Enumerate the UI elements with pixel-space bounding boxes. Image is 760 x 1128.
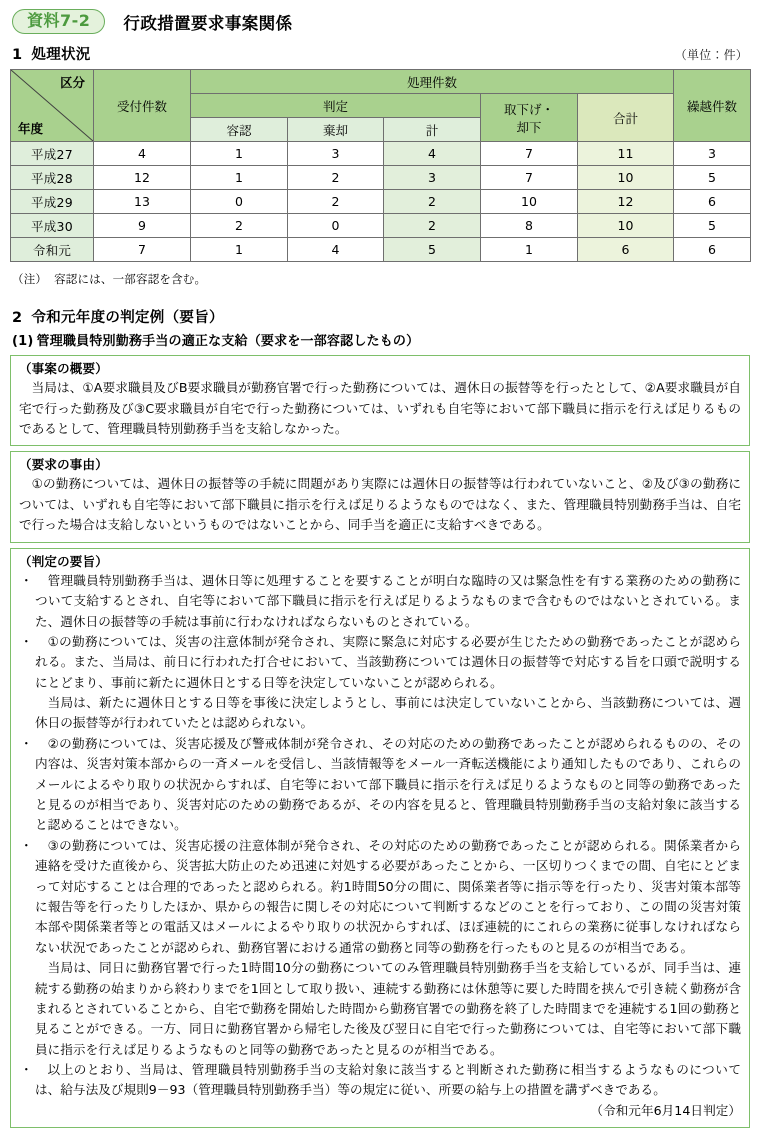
section2-number: 2 — [12, 310, 23, 326]
col-header-processed: 処理件数 — [191, 70, 674, 94]
cell-received: 12 — [94, 166, 191, 190]
cell-withdrawn: 10 — [481, 190, 578, 214]
cell-total: 10 — [578, 214, 674, 238]
col-header-approved: 容認 — [191, 118, 288, 142]
cell-withdrawn: 7 — [481, 166, 578, 190]
box-case-overview — [10, 355, 750, 446]
cell-rejected: 0 — [288, 214, 384, 238]
cell-rejected: 2 — [288, 166, 384, 190]
cell-subtotal: 3 — [384, 166, 481, 190]
bullet-dot-icon: ・ — [20, 1062, 33, 1078]
cell-year: 平成27 — [11, 142, 94, 166]
footnote-text: 容認には、一部容認を含む。 — [54, 272, 207, 286]
cell-year: 平成28 — [11, 166, 94, 190]
list-item — [19, 1060, 741, 1101]
cell-subtotal: 4 — [384, 142, 481, 166]
list-item — [19, 836, 741, 1060]
judgment-paragraph: 当局は、新たに週休日とする日等を事後に決定しようとし、事前には決定していないことから、当該勤務については、週休日の振替等が行われていたとは認められない。 — [35, 695, 741, 731]
col-header-total: 合計 — [578, 94, 674, 142]
cell-received: 7 — [94, 238, 191, 262]
judgment-bullet-list — [19, 571, 741, 1101]
section1-heading — [12, 43, 91, 64]
judgment-paragraph: ②の勤務については、災害応援及び警戒体制が発令され、その対応のための勤務であったことが認められるものの、その内容は、災害対策本部からの一斉メールを受信し、当該情報等をメール一斉転送機能により通知したものであり、これらのメールによるやり取りの状況からすれば、自宅等において部下職員に指示を行えば足りるようなものと同等の勤務であったと見るのが相当であり、災害対応のための勤務であるが、その内容を見ると、管理職員特別勤務手当の支給対象に該当すると認めることはできない。 — [35, 735, 741, 833]
cell-year: 平成30 — [11, 214, 94, 238]
page-title: 行政措置要求事案関係 — [123, 13, 293, 33]
cell-subtotal: 5 — [384, 238, 481, 262]
list-item — [19, 734, 741, 836]
judgment-paragraph: ①の勤務については、災害の注意体制が発令され、実際に緊急に対応する必要が生じたための勤務であったことが認められる。また、当局は、前日に行われた打合せにおいて、当該勤務については週休日の振替等で対応する旨を口頭で説明するにとどまり、事前に新たに週休日とする日等を決定していないことが認められる。 — [35, 633, 741, 690]
col-header-withdrawn — [481, 94, 578, 142]
case-boxes — [0, 349, 760, 1128]
box-judgment-summary — [10, 548, 750, 1128]
cell-subtotal: 2 — [384, 214, 481, 238]
box-judgment-title: （判定の要旨） — [19, 553, 108, 569]
cell-received: 13 — [94, 190, 191, 214]
table-body — [11, 142, 751, 262]
cell-received: 9 — [94, 214, 191, 238]
list-item — [19, 632, 741, 734]
table-row — [11, 142, 751, 166]
cell-withdrawn: 8 — [481, 214, 578, 238]
cell-total: 10 — [578, 166, 674, 190]
col-header-received: 受付件数 — [94, 70, 191, 142]
section1-heading-row — [0, 34, 760, 64]
judgment-paragraph: 以上のとおり、当局は、管理職員特別勤務手当の支給対象に該当すると判断された勤務に相当するようなものについては、給与法及び規則9－93（管理職員特別勤務手当）等の規定に従い、所要の給与上の措置を講ずべきである。 — [35, 1062, 741, 1098]
judgment-paragraph: ③の勤務については、災害応援の注意体制が発令され、その対応のための勤務であったことが認められる。関係業者から連絡を受けた直後から、災害拡大防止のため迅速に対処する必要があったことから、一区切りつくまでの間、自宅にとどまって対応することは合理的であったと認められる。約1時間50分の間に、関係業者等に指示等を行ったり、災害対策本部等に報告等を行ったりしたほか、県からの報告に関しその対応について判断するなどのことを行っており、この間の災害対策本部や関係業者等との電話又はメールによるやり取りの状況からすれば、ほぼ連続的にこれらの業務に従事しなければならない状況であったことが認められ、勤務官署における通常の勤務と同等の勤務を行ったものと見るのが相当である。 — [35, 837, 741, 955]
list-item — [19, 571, 741, 632]
table-row — [11, 214, 751, 238]
bullet-dot-icon: ・ — [20, 572, 33, 588]
section2-heading — [12, 306, 748, 327]
cell-total: 11 — [578, 142, 674, 166]
cell-subtotal: 2 — [384, 190, 481, 214]
table-header-row-1 — [11, 70, 751, 94]
cell-year: 平成29 — [11, 190, 94, 214]
cell-year: 令和元 — [11, 238, 94, 262]
unit-note: （単位：件） — [674, 48, 748, 62]
table-footnote — [0, 262, 760, 287]
col-header-judgment: 判定 — [191, 94, 481, 118]
col-header-carryover: 繰越件数 — [674, 70, 751, 142]
cell-approved: 1 — [191, 166, 288, 190]
table-row — [11, 166, 751, 190]
section2-item-heading — [12, 330, 748, 349]
judgment-signoff: （令和元年6月14日判定） — [590, 1102, 741, 1118]
section1-title: 処理状況 — [31, 47, 91, 63]
section2-heading-block — [0, 287, 760, 349]
section2-item-title: 管理職員特別勤務手当の適正な支給（要求を一部容認したもの） — [36, 334, 420, 349]
cell-received: 4 — [94, 142, 191, 166]
col-header-withdrawn-line2: 却下 — [516, 119, 542, 135]
resource-badge: 資料7-2 — [12, 9, 105, 34]
cell-total: 12 — [578, 190, 674, 214]
col-header-subtotal: 計 — [384, 118, 481, 142]
cell-approved: 2 — [191, 214, 288, 238]
cell-rejected: 2 — [288, 190, 384, 214]
cell-approved: 1 — [191, 238, 288, 262]
table-row — [11, 238, 751, 262]
box-request-reason — [10, 451, 750, 542]
box-overview-body: 当局は、①A要求職員及びB要求職員が勤務官署で行った勤務については、週休日の振替等を行ったとして、②A要求職員が自宅で行った勤務及び③C要求職員が自宅で行った勤務については、いずれも自宅等において部下職員に指示を行えば足りるものであるとして、管理職員特別勤務手当を支給しなかった。 — [19, 380, 741, 436]
table-head — [11, 70, 751, 142]
col-header-rejected: 棄却 — [288, 118, 384, 142]
table-row — [11, 190, 751, 214]
cell-carryover: 5 — [674, 214, 751, 238]
cell-approved: 0 — [191, 190, 288, 214]
col-header-withdrawn-line1: 取下げ・ — [503, 101, 554, 117]
footnote-mark: （注） — [12, 272, 48, 286]
cell-total: 6 — [578, 238, 674, 262]
box-reason-body: ①の勤務については、週休日の振替等の手続に問題があり実際には週休日の振替等は行われていないこと、②及び③の勤務については、いずれも自宅等において部下職員に指示を行えば足りるようなものではなく、また、管理職員特別勤務手当は、自宅で行った場合は支給しないというものではないことから、同手当を適正に支給すべきである。 — [19, 476, 741, 533]
box-overview-title: （事案の概要） — [19, 361, 108, 376]
bullet-dot-icon: ・ — [20, 735, 33, 751]
section2-title: 令和元年度の判定例（要旨） — [31, 310, 224, 326]
processing-status-table — [10, 69, 751, 262]
bullet-dot-icon: ・ — [20, 633, 33, 649]
cell-carryover: 6 — [674, 190, 751, 214]
cell-withdrawn: 7 — [481, 142, 578, 166]
column-axis-label: 区分 — [59, 75, 85, 90]
table-corner-cell — [11, 70, 94, 142]
row-axis-label: 年度 — [18, 121, 44, 136]
cell-approved: 1 — [191, 142, 288, 166]
stats-table-wrapper — [0, 64, 760, 262]
cell-carryover: 6 — [674, 238, 751, 262]
section1-number: 1 — [12, 47, 23, 63]
bullet-dot-icon: ・ — [20, 837, 33, 853]
document-header — [0, 0, 760, 34]
box-reason-title: （要求の事由） — [19, 457, 108, 473]
judgment-paragraph: 当局は、同日に勤務官署で行った1時間10分の勤務についてのみ管理職員特別勤務手当を支給しているが、同手当は、連続する勤務の始まりから終わりまでを1回として取り扱い、連続する勤務には休憩等に要した時間を挟んで引き続く勤務が含まれるとされていることから、自宅で勤務を開始した時間から勤務官署での勤務を終了した時間までを連続する1回の勤務と見ることができる。一方、同日に勤務官署から帰宅した後及び翌日に自宅で行った勤務については、自宅等において部下職員に指示を行えば足りるようなものと同等の勤務であったと見るのが相当である。 — [35, 960, 741, 1057]
cell-carryover: 5 — [674, 166, 751, 190]
cell-rejected: 3 — [288, 142, 384, 166]
cell-rejected: 4 — [288, 238, 384, 262]
cell-withdrawn: 1 — [481, 238, 578, 262]
judgment-paragraph: 管理職員特別勤務手当は、週休日等に処理することを要することが明白な臨時の又は緊急性を有する業務のための勤務について支給するとされ、自宅等において部下職員に指示を行えば足りるようなものまで含むものではないとされている。また、週休日の振替等の手続は事前に行わなければならないものとされている。 — [35, 572, 741, 629]
cell-carryover: 3 — [674, 142, 751, 166]
section2-item-number: (1) — [12, 334, 34, 349]
